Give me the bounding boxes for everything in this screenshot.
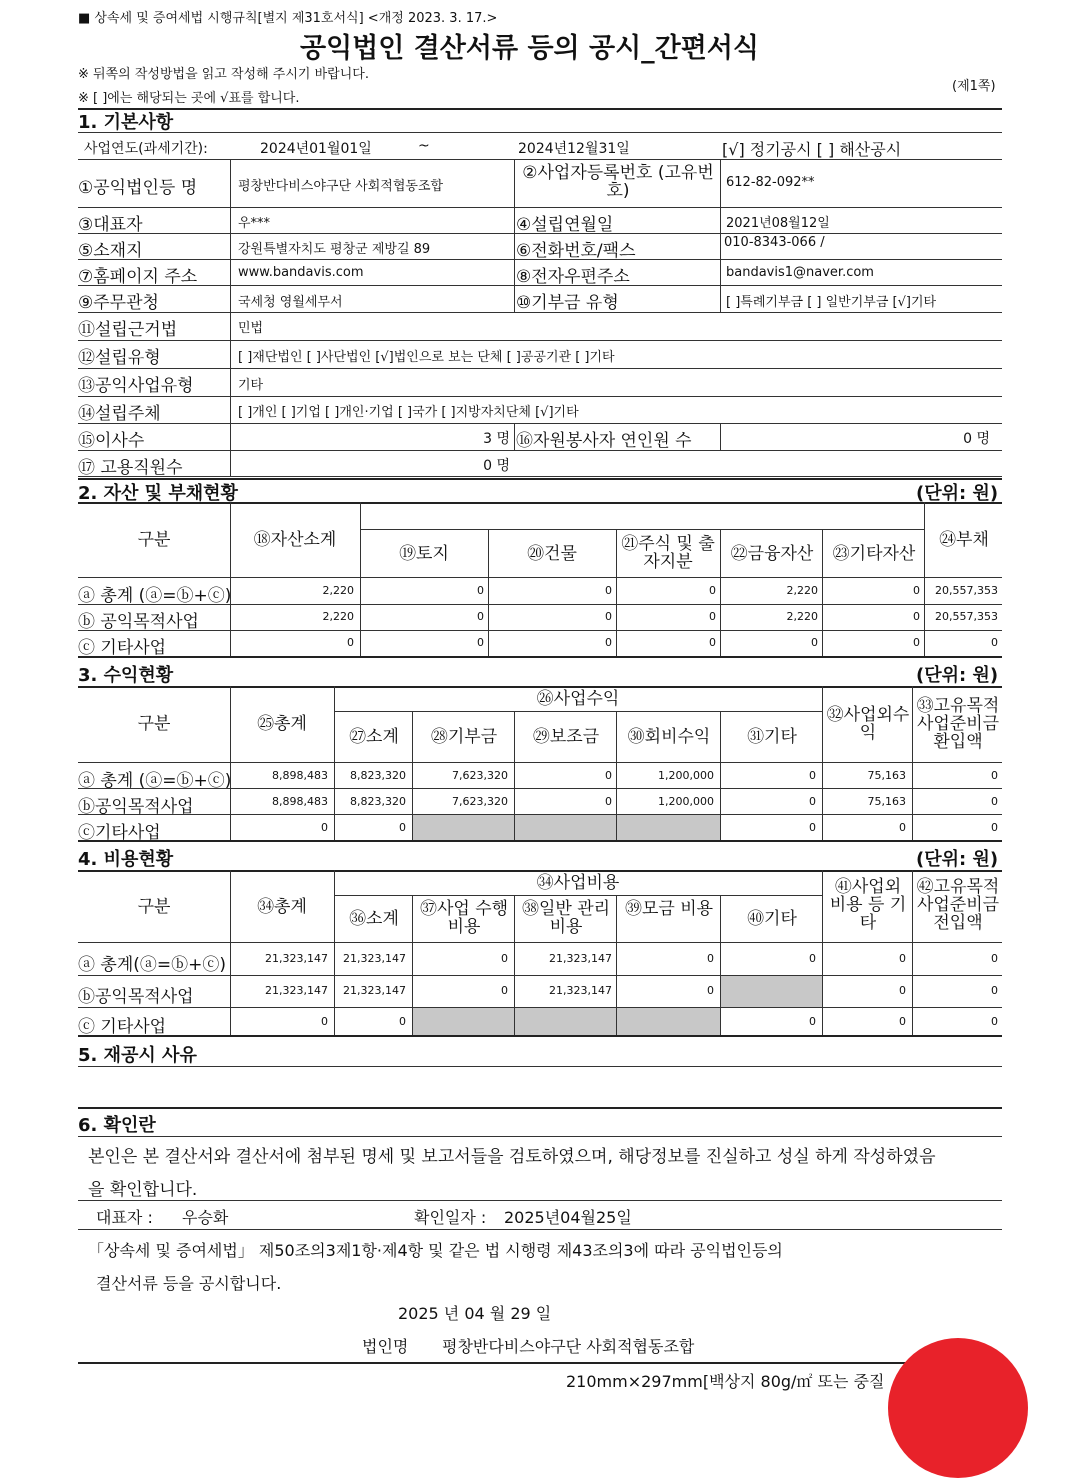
expense-row-c-label: ⓒ 기타사업 bbox=[78, 1017, 167, 1037]
f4-label: ④설립연월일 bbox=[516, 215, 614, 235]
law-statement-line1: 「상속세 및 증여세법」 제50조의3제1항·제4항 및 같은 법 시행령 제43조의3에 따라 공익법인등의 bbox=[88, 1241, 783, 1260]
expense-col-41: ㊶사업외 비용 등 기타 bbox=[829, 877, 907, 933]
table-cell: 20,557,353 bbox=[935, 610, 998, 623]
table-cell: 0 bbox=[605, 636, 612, 649]
table-cell: 0 bbox=[809, 1015, 816, 1028]
table-cell: 8,898,483 bbox=[272, 769, 328, 782]
f16-value: 0 명 bbox=[963, 431, 990, 447]
assets-col-21: ㉑주식 및 출자지분 bbox=[621, 534, 715, 572]
expense-col-40: ㊵기타 bbox=[747, 909, 797, 929]
period-tilde: ~ bbox=[418, 138, 430, 154]
assets-col-24: ㉔부채 bbox=[939, 530, 989, 550]
table-cell: 0 bbox=[809, 769, 816, 782]
income-col-27: ㉗소계 bbox=[349, 727, 399, 747]
assets-col-20: ⑳건물 bbox=[527, 544, 577, 564]
expense-col-34: ㉞총계 bbox=[257, 897, 307, 917]
table-cell: 0 bbox=[991, 795, 998, 808]
note-instructions: ※ 뒤쪽의 작성방법을 읽고 작성해 주시기 바랍니다. bbox=[78, 67, 369, 82]
table-cell: 1,200,000 bbox=[658, 795, 714, 808]
table-cell: 0 bbox=[709, 610, 716, 623]
section-confirm-heading: 6. 확인란 bbox=[78, 1115, 156, 1136]
table-cell: 0 bbox=[991, 769, 998, 782]
table-cell: 0 bbox=[709, 636, 716, 649]
assets-col-19: ⑲토지 bbox=[399, 544, 449, 564]
table-cell: 0 bbox=[707, 952, 714, 965]
note-checkbox: ※ [ ]에는 해당되는 곳에 √표를 합니다. bbox=[78, 91, 300, 106]
table-cell: 0 bbox=[899, 984, 906, 997]
f17-value: 0 명 bbox=[483, 458, 510, 474]
expense-row-a-label: ⓐ 총계(ⓐ=ⓑ+ⓒ) bbox=[78, 955, 227, 975]
table-cell: 0 bbox=[809, 952, 816, 965]
expense-unit: (단위: 원) bbox=[916, 849, 999, 870]
table-cell: 21,323,147 bbox=[343, 952, 406, 965]
table-cell: 0 bbox=[899, 1015, 906, 1028]
table-cell: 0 bbox=[347, 636, 354, 649]
table-cell: 0 bbox=[399, 1015, 406, 1028]
income-col-gubun: 구분 bbox=[137, 714, 171, 734]
table-cell: 0 bbox=[477, 636, 484, 649]
section-income-heading: 3. 수익현황 bbox=[78, 665, 174, 686]
page-number: (제1쪽) bbox=[952, 79, 996, 94]
table-cell: 0 bbox=[991, 1015, 998, 1028]
f7-value: www.bandavis.com bbox=[238, 265, 364, 280]
assets-row-c-label: ⓒ 기타사업 bbox=[78, 638, 167, 658]
table-cell: 0 bbox=[709, 584, 716, 597]
income-col-31: ㉛기타 bbox=[747, 727, 797, 747]
assets-col-18: ⑱자산소계 bbox=[253, 530, 337, 550]
f15-label: ⑮이사수 bbox=[78, 431, 145, 451]
f12-value: [ ]재단법인 [ ]사단법인 [√]법인으로 보는 단체 [ ]공공기관 [ ]기타 bbox=[238, 350, 615, 365]
section-expense-heading: 4. 비용현황 bbox=[78, 849, 174, 870]
table-cell: 1,200,000 bbox=[658, 769, 714, 782]
table-cell: 0 bbox=[321, 821, 328, 834]
publication-date: 2025 년 04 월 29 일 bbox=[398, 1304, 552, 1323]
table-cell: 0 bbox=[605, 610, 612, 623]
table-cell: 2,220 bbox=[322, 584, 354, 597]
income-col-33: ㉝고유목적사업준비금환입액 bbox=[916, 696, 1000, 752]
table-cell: 21,323,147 bbox=[549, 952, 612, 965]
confirm-text-line1: 본인은 본 결산서와 결산서에 첨부된 명세 및 보고서들을 검토하였으며, 해당정보를 진실하고 성실 하게 작성하였음 bbox=[88, 1147, 936, 1167]
table-cell: 8,898,483 bbox=[272, 795, 328, 808]
period-start: 2024년01월01일 bbox=[260, 141, 372, 157]
confirm-date-label: 확인일자 : bbox=[414, 1208, 487, 1227]
table-cell: 0 bbox=[605, 584, 612, 597]
table-cell: 0 bbox=[991, 952, 998, 965]
f6-value: 010-8343-066 / bbox=[724, 235, 825, 250]
confirm-text-line2: 을 확인합니다. bbox=[88, 1180, 198, 1200]
f8-value: bandavis1@naver.com bbox=[726, 265, 874, 280]
table-cell: 8,823,320 bbox=[350, 769, 406, 782]
representative-label: 대표자 : bbox=[96, 1208, 153, 1227]
f9-label: ⑨주무관청 bbox=[78, 293, 159, 313]
expense-col-36: ㊱소계 bbox=[349, 909, 399, 929]
assets-col-22: ㉒금융자산 bbox=[730, 544, 814, 564]
income-col-26: ㉖사업수익 bbox=[536, 689, 620, 709]
assets-col-gubun: 구분 bbox=[137, 530, 171, 550]
f8-label: ⑧전자우편주소 bbox=[516, 267, 630, 287]
table-cell: 75,163 bbox=[867, 795, 906, 808]
section-redisclosure-heading: 5. 재공시 사유 bbox=[78, 1045, 197, 1066]
table-cell: 0 bbox=[991, 636, 998, 649]
f5-label: ⑤소재지 bbox=[78, 241, 143, 261]
table-cell: 0 bbox=[809, 795, 816, 808]
f11-label: ⑪설립근거법 bbox=[78, 320, 178, 340]
table-cell: 0 bbox=[605, 769, 612, 782]
f1-value: 평창반다비스야구단 사회적협동조합 bbox=[238, 179, 444, 194]
table-cell: 0 bbox=[477, 610, 484, 623]
expense-col-gubun: 구분 bbox=[137, 897, 171, 917]
expense-col-38: ㊳일반 관리비용 bbox=[521, 899, 611, 937]
f5-value: 강원특별자치도 평창군 제방길 89 bbox=[238, 242, 431, 257]
table-cell: 0 bbox=[811, 636, 818, 649]
assets-unit: (단위: 원) bbox=[916, 483, 999, 504]
f9-value: 국세청 영월세무서 bbox=[238, 295, 343, 310]
table-cell: 2,220 bbox=[322, 610, 354, 623]
table-cell: 21,323,147 bbox=[265, 984, 328, 997]
f2-value: 612-82-092** bbox=[726, 175, 815, 190]
f10-label: ⑩기부금 유형 bbox=[516, 293, 619, 313]
table-cell: 0 bbox=[899, 821, 906, 834]
f13-value: 기타 bbox=[238, 378, 264, 393]
table-cell: 0 bbox=[707, 984, 714, 997]
assets-row-b-label: ⓑ 공익목적사업 bbox=[78, 612, 199, 632]
table-cell: 8,823,320 bbox=[350, 795, 406, 808]
table-cell: 0 bbox=[477, 584, 484, 597]
section-assets-heading: 2. 자산 및 부채현황 bbox=[78, 483, 238, 504]
form-reference: ■ 상속세 및 증여세법 시행규칙[별지 제31호서식] <개정 2023. 3. 17.> bbox=[78, 11, 498, 26]
income-col-28: ㉘기부금 bbox=[430, 727, 498, 747]
expense-col-42: ㊷고유목적 사업준비금 전입액 bbox=[916, 877, 1000, 933]
representative-name: 우승화 bbox=[182, 1208, 229, 1227]
expense-col-37: ㊲사업 수행비용 bbox=[419, 899, 509, 937]
period-label: 사업연도(과세기간): bbox=[84, 141, 208, 157]
income-unit: (단위: 원) bbox=[916, 665, 999, 686]
f10-value: [ ]특례기부금 [ ] 일반기부금 [√]기타 bbox=[726, 295, 937, 310]
confirm-date-value: 2025년04월25일 bbox=[504, 1208, 632, 1227]
table-cell: 0 bbox=[913, 636, 920, 649]
paper-spec: 210mm×297mm[백상지 80g/㎡ 또는 중질 bbox=[566, 1372, 885, 1391]
table-cell: 0 bbox=[991, 984, 998, 997]
table-cell: 21,323,147 bbox=[549, 984, 612, 997]
f16-label: ⑯자원봉사자 연인원 수 bbox=[516, 431, 692, 451]
income-col-30: ㉚회비수익 bbox=[627, 727, 711, 747]
f7-label: ⑦홈페이지 주소 bbox=[78, 267, 198, 287]
disclosure-type: [√] 정기공시 [ ] 해산공시 bbox=[722, 140, 902, 159]
f14-label: ⑭설립주체 bbox=[78, 404, 161, 424]
table-cell: 0 bbox=[899, 952, 906, 965]
f14-value: [ ]개인 [ ]기업 [ ]개인·기업 [ ]국가 [ ]지방자치단체 [√]기타 bbox=[238, 405, 579, 420]
table-cell: 2,220 bbox=[786, 610, 818, 623]
expense-col-34b: ㉞사업비용 bbox=[536, 873, 620, 893]
income-col-25: ㉕총계 bbox=[257, 714, 307, 734]
table-cell: 0 bbox=[501, 952, 508, 965]
table-cell: 21,323,147 bbox=[343, 984, 406, 997]
table-cell: 7,623,320 bbox=[452, 795, 508, 808]
assets-row-a-label: ⓐ 총계 (ⓐ=ⓑ+ⓒ) bbox=[78, 586, 232, 606]
page-title: 공익법인 결산서류 등의 공시_간편서식 bbox=[300, 33, 760, 64]
table-cell: 0 bbox=[501, 984, 508, 997]
red-overlay-badge[interactable] bbox=[888, 1338, 1028, 1478]
f1-label: ①공익법인등 명 bbox=[78, 178, 198, 198]
corp-name-value: 평창반다비스야구단 사회적협동조합 bbox=[442, 1337, 695, 1356]
f6-label: ⑥전화번호/팩스 bbox=[516, 241, 636, 261]
f11-value: 민법 bbox=[238, 321, 264, 336]
period-end: 2024년12월31일 bbox=[518, 141, 630, 157]
income-row-c-label: ⓒ기타사업 bbox=[78, 823, 161, 843]
table-cell: 0 bbox=[991, 821, 998, 834]
f2-label: ②사업자등록번호 (고유번호) bbox=[522, 163, 714, 201]
corp-name-label: 법인명 bbox=[362, 1337, 409, 1356]
table-cell: 7,623,320 bbox=[452, 769, 508, 782]
expense-col-39: ㊴모금 비용 bbox=[624, 899, 714, 919]
table-cell: 0 bbox=[809, 821, 816, 834]
table-cell: 0 bbox=[605, 795, 612, 808]
expense-row-b-label: ⓑ공익목적사업 bbox=[78, 987, 194, 1007]
assets-col-23: ㉓기타자산 bbox=[832, 544, 916, 564]
f3-label: ③대표자 bbox=[78, 215, 143, 235]
f3-value: 우*** bbox=[238, 216, 271, 231]
f15-value: 3 명 bbox=[483, 431, 510, 447]
table-cell: 0 bbox=[321, 1015, 328, 1028]
table-cell: 75,163 bbox=[867, 769, 906, 782]
f13-label: ⑬공익사업유형 bbox=[78, 376, 194, 396]
income-col-32: ㉜사업외수익 bbox=[826, 705, 910, 743]
income-row-a-label: ⓐ 총계 (ⓐ=ⓑ+ⓒ) bbox=[78, 771, 232, 791]
table-cell: 0 bbox=[913, 584, 920, 597]
section-basic-heading: 1. 기본사항 bbox=[78, 112, 174, 133]
income-col-29: ㉙보조금 bbox=[532, 727, 600, 747]
f12-label: ⑫설립유형 bbox=[78, 348, 161, 368]
f4-value: 2021년08월12일 bbox=[726, 216, 830, 231]
table-cell: 2,220 bbox=[786, 584, 818, 597]
income-row-b-label: ⓑ공익목적사업 bbox=[78, 797, 194, 817]
table-cell: 20,557,353 bbox=[935, 584, 998, 597]
table-cell: 0 bbox=[913, 610, 920, 623]
law-statement-line2: 결산서류 등을 공시합니다. bbox=[96, 1274, 282, 1293]
table-cell: 21,323,147 bbox=[265, 952, 328, 965]
f17-label: ⑰ 고용직원수 bbox=[78, 458, 183, 478]
table-cell: 0 bbox=[399, 821, 406, 834]
